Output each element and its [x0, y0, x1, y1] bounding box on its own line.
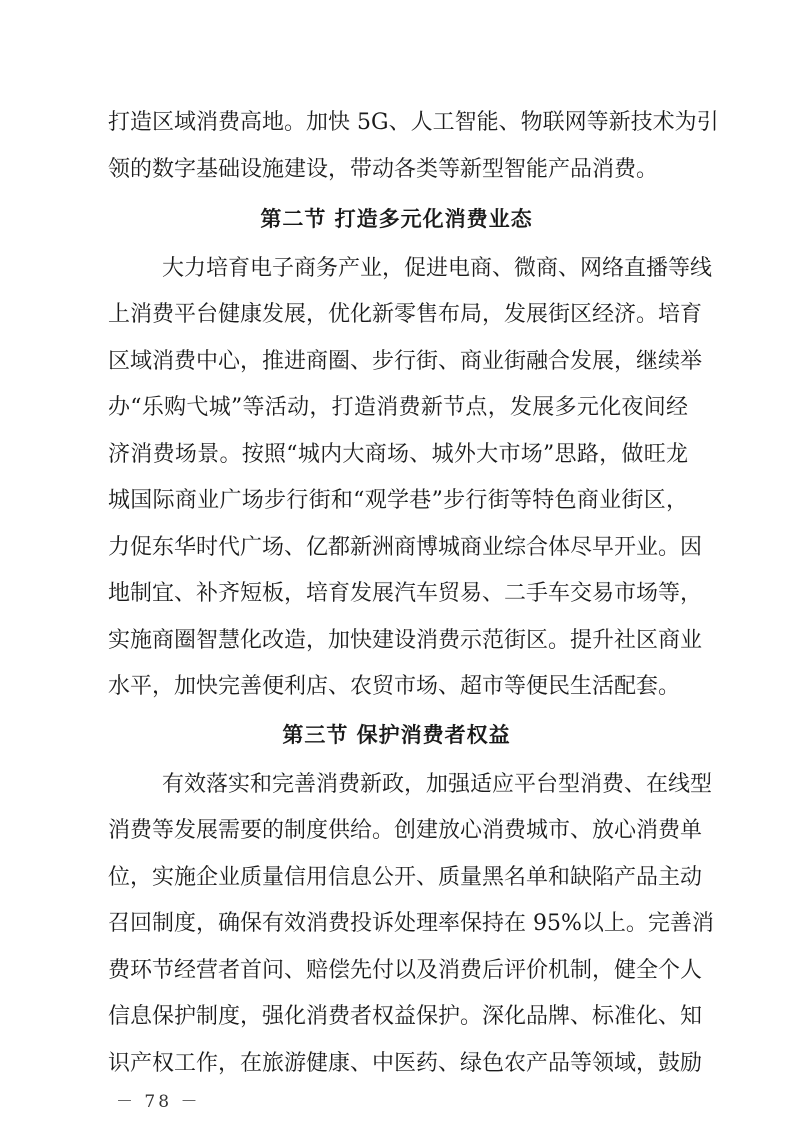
- section-2-line-5: 济消费场景。按照“城内大商场、城外大市场”思路，做旺龙: [108, 442, 688, 467]
- section-2-line-3: 区域消费中心，推进商圈、步行街、商业街融合发展，继续举: [108, 349, 703, 374]
- intro-line-2: 领的数字基础设施建设，带动各类等新型智能产品消费。: [108, 157, 659, 182]
- section-3-line-1: 有效落实和完善消费新政，加强适应平台型消费、在线型: [162, 772, 713, 797]
- section-2-line-2: 上消费平台健康发展，优化新零售布局，发展街区经济。培育: [108, 302, 703, 327]
- section-2-line-6: 城国际商业广场步行街和“观学巷”步行街等特色商业街区，: [108, 488, 688, 513]
- section-2-line-4: 办“乐购弋城”等活动，打造消费新节点，发展多元化夜间经: [108, 395, 688, 420]
- section-3-line-6: 信息保护制度，强化消费者权益保护。深化品牌、标准化、知: [108, 1004, 703, 1029]
- section-2-line-8: 地制宜、补齐短板，培育发展汽车贸易、二手车交易市场等，: [108, 581, 703, 606]
- section-3-line-7: 识产权工作，在旅游健康、中医药、绿色农产品等领域，鼓励: [108, 1051, 703, 1076]
- section-3-line-3: 位，实施企业质量信用信息公开、质量黑名单和缺陷产品主动: [108, 865, 703, 890]
- section-2-line-9: 实施商圈智慧化改造，加快建设消费示范街区。提升社区商业: [108, 628, 703, 653]
- section-2-line-7: 力促东华时代广场、亿都新洲商博城商业综合体尽早开业。因: [108, 535, 703, 560]
- section-2-line-1: 大力培育电子商务产业，促进电商、微商、网络直播等线: [162, 256, 713, 281]
- section-3-line-5: 费环节经营者首问、赔偿先付以及消费后评价机制，健全个人: [108, 958, 703, 983]
- section-3-line-2: 消费等发展需要的制度供给。创建放心消费城市、放心消费单: [108, 818, 703, 843]
- section-2-line-10: 水平，加快完善便利店、农贸市场、超市等便民生活配套。: [108, 674, 681, 699]
- section-3-line-4: 召回制度，确保有效消费投诉处理率保持在 95%以上。完善消: [108, 911, 714, 936]
- page-number: － 78 －: [116, 1092, 201, 1112]
- section-2-heading: 第二节 打造多元化消费业态: [260, 207, 533, 231]
- section-3-heading: 第三节 保护消费者权益: [282, 723, 511, 747]
- intro-line-1: 打造区域消费高地。加快 5G、人工智能、物联网等新技术为引: [108, 110, 719, 135]
